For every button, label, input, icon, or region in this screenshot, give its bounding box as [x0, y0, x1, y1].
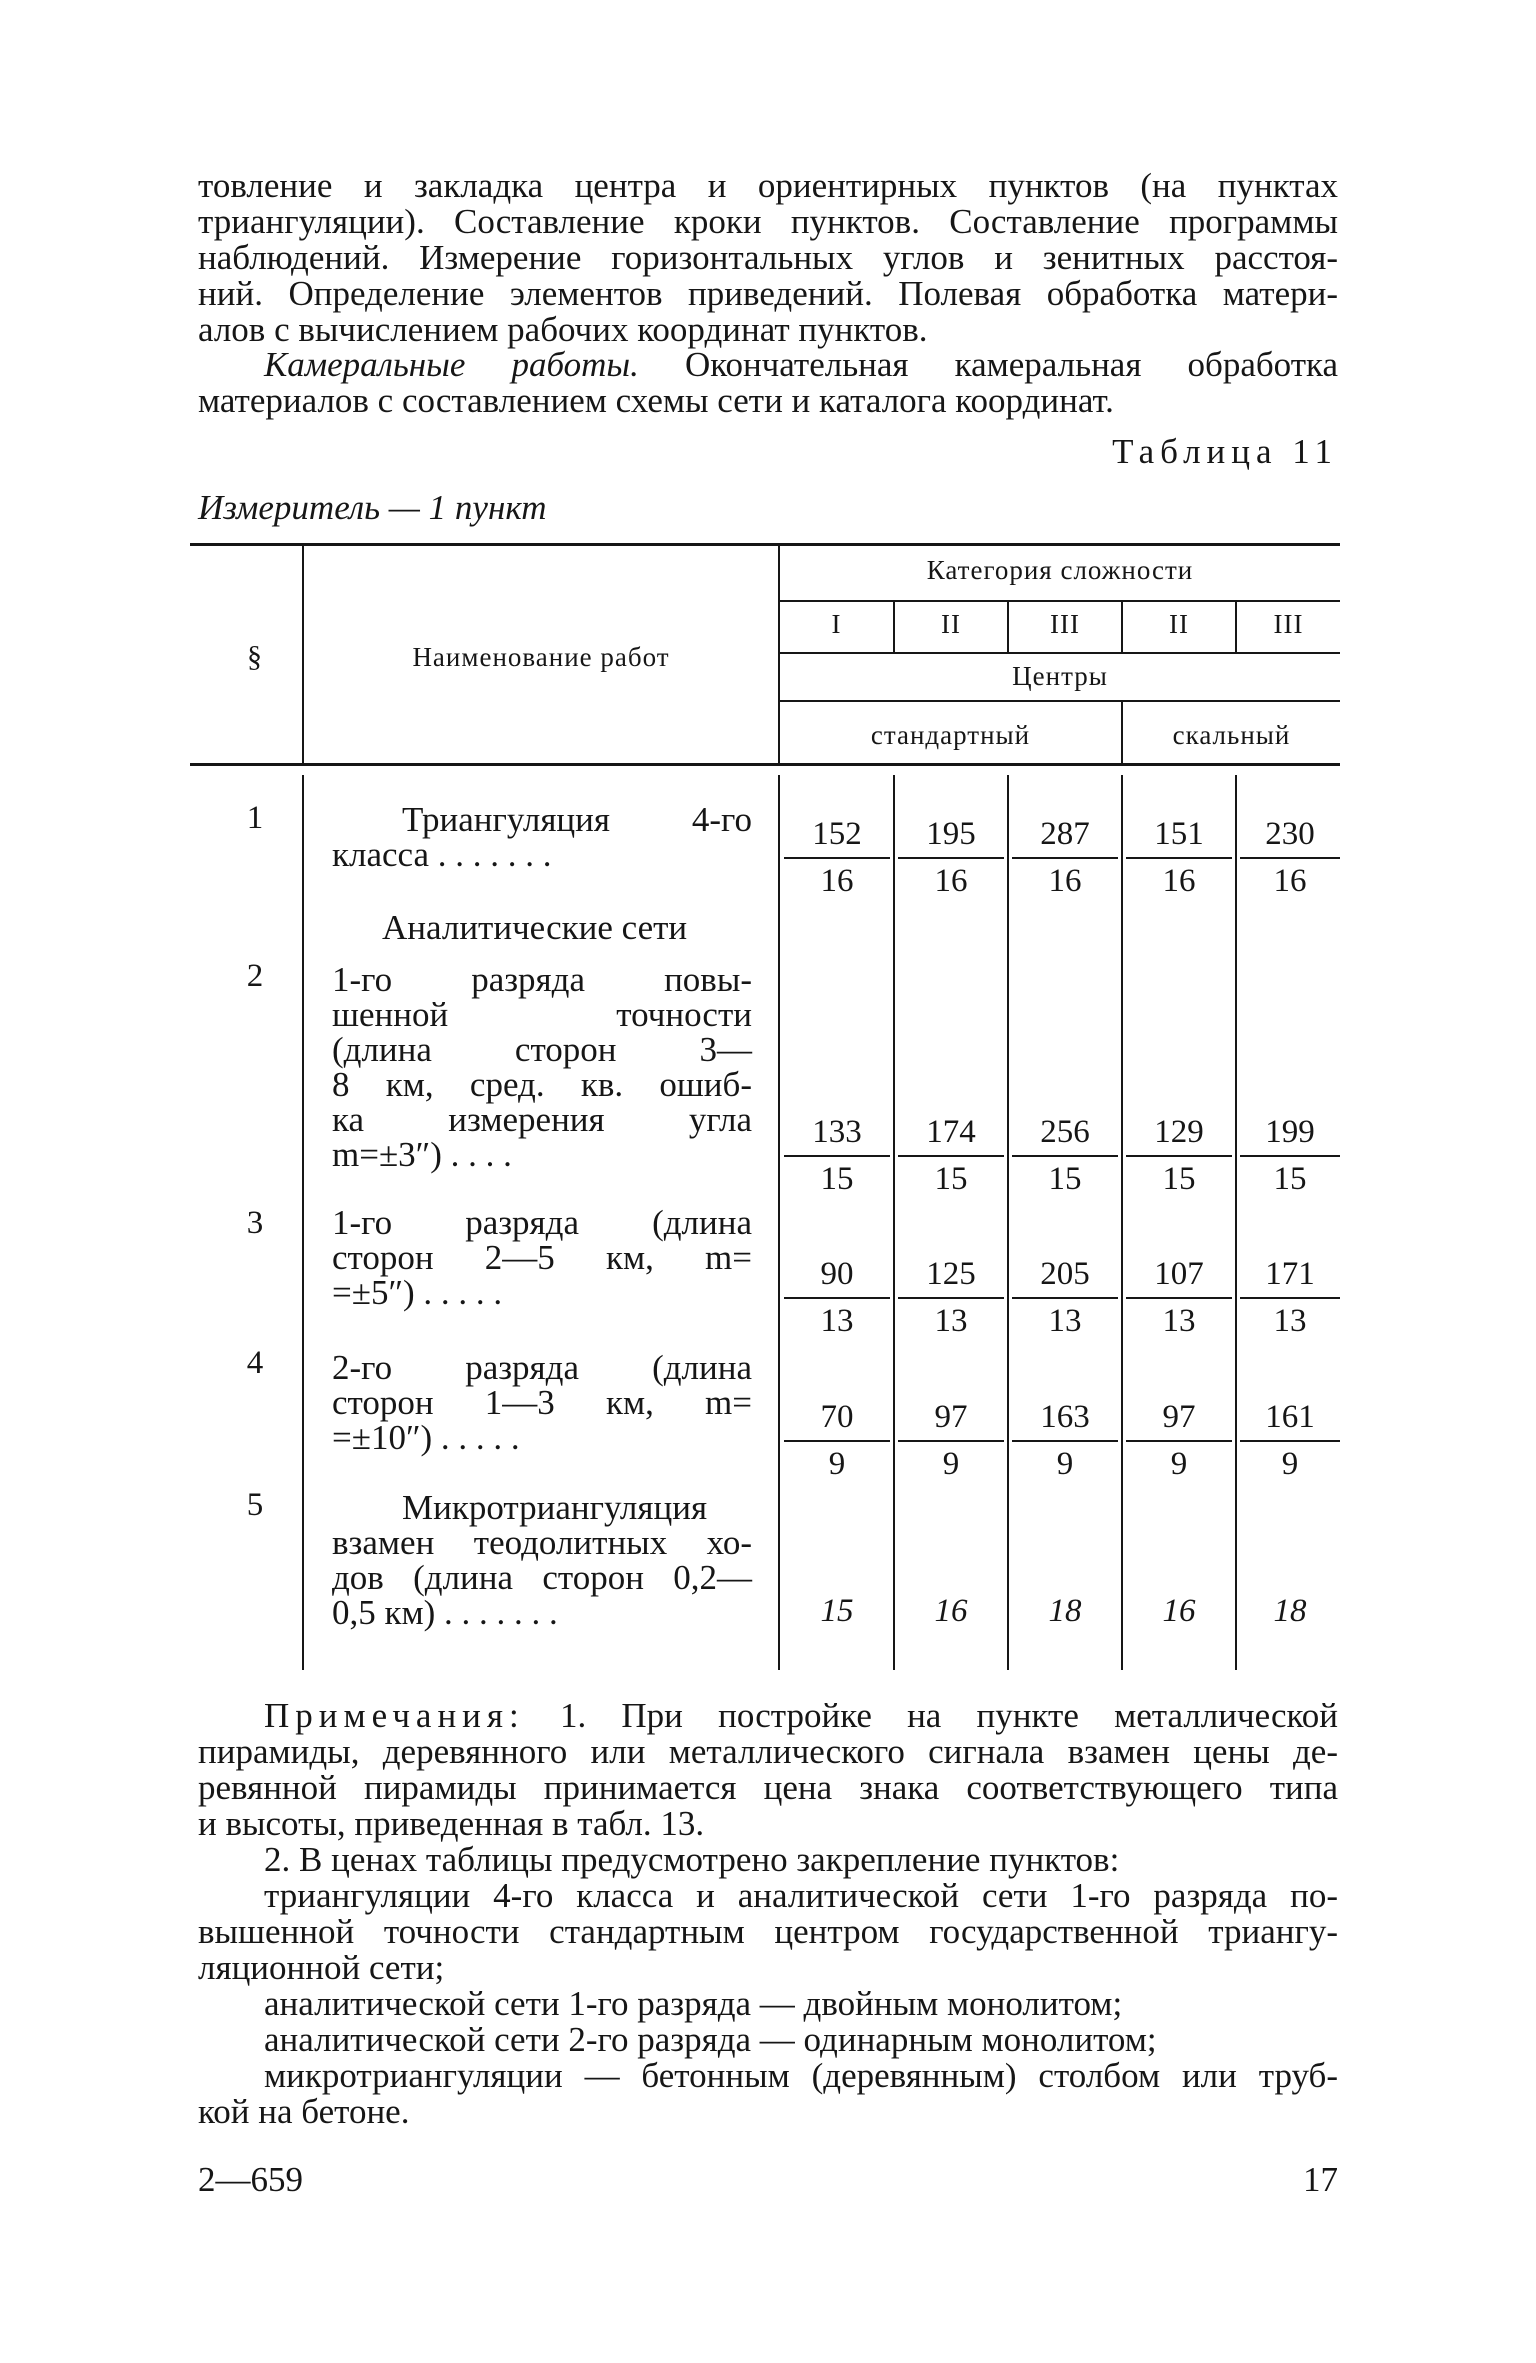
- notes: [198, 1698, 1338, 2130]
- office-work-paragraph: [198, 347, 1338, 419]
- category-label: III: [1273, 609, 1304, 639]
- row-value: 16: [934, 1593, 968, 1629]
- row-name-line: =±10″) . . . . .: [332, 1418, 520, 1457]
- notes-line: микротриангуляции — бетонным (деревянным) столбом или труб-: [264, 2056, 1338, 2095]
- value-fraction: 195 16: [898, 812, 1004, 904]
- office-work-text: Окончательная камеральная обработка: [684, 345, 1338, 384]
- row-name-line: 2-го разряда (длина: [332, 1348, 752, 1387]
- notes-line: аналитической сети 2-го разряда — одинарным монолитом;: [264, 2020, 1157, 2059]
- row-subheader: Аналитические сети: [382, 908, 688, 947]
- row-name-line: m=±3″) . . . .: [332, 1135, 512, 1174]
- row-name-line: 0,5 км) . . . . . . .: [332, 1593, 558, 1632]
- row-name-line: класса . . . . . . .: [332, 835, 552, 874]
- row-name: [332, 1350, 752, 1455]
- measure-unit: Измеритель — 1 пункт: [198, 488, 547, 527]
- table-vertical-rule: [1235, 775, 1237, 1670]
- row-name-line: дов (длина сторон 0,2—: [332, 1558, 752, 1597]
- notes-line: триангуляции 4-го класса и аналитической сети 1-го разряда по-: [264, 1876, 1338, 1915]
- value-fraction: 163 9: [1012, 1395, 1118, 1487]
- section-column-header: §: [247, 640, 263, 673]
- center-rock-header: скальный: [1172, 720, 1291, 750]
- category-label: II: [1169, 609, 1189, 639]
- table-vertical-rule: [778, 775, 780, 1670]
- row-name-line: 8 км, сред. кв. ошиб-: [332, 1065, 752, 1104]
- notes-text: 1. При постройке на пункте металлической: [559, 1696, 1338, 1735]
- value-fraction: 199 15: [1240, 1110, 1340, 1202]
- value-fraction: 151 16: [1126, 812, 1232, 904]
- row-name: [332, 1205, 752, 1310]
- header-bottom-rule: [190, 763, 1340, 766]
- row-value: 16: [1162, 1593, 1196, 1629]
- row-number: 3: [246, 1205, 264, 1241]
- row-name-line: шенной точности: [332, 995, 752, 1034]
- value-fraction: 171 13: [1240, 1252, 1340, 1344]
- table-vertical-rule: [302, 775, 304, 1670]
- center-type-rule: [778, 700, 1340, 702]
- centers-header: Центры: [1012, 661, 1108, 691]
- name-column-header: Наименование работ: [412, 642, 670, 672]
- value-fraction: 97 9: [898, 1395, 1004, 1487]
- row-number: 2: [246, 958, 264, 994]
- notes-line: вышенной точности стандартным центром государственной триангу-: [198, 1912, 1338, 1951]
- value-fraction: 205 13: [1012, 1252, 1118, 1344]
- value-fraction: 230 16: [1240, 812, 1340, 904]
- page-number: 17: [1303, 2160, 1338, 2199]
- table-caption: Таблица 11: [1112, 432, 1338, 471]
- centers-rule: [778, 652, 1340, 654]
- notes-line: ревянной пирамиды принимается цена знака соответствующего типа: [198, 1768, 1338, 1807]
- notes-line: 2. В ценах таблицы предусмотрено закрепление пунктов:: [264, 1840, 1120, 1879]
- value-fraction: 152 16: [784, 812, 890, 904]
- row-name-line: сторон 1—3 км, m=: [332, 1383, 752, 1422]
- row-name-line: Микротриангуляция: [402, 1488, 708, 1527]
- row-name: [332, 1490, 752, 1630]
- notes-line: [198, 1698, 1338, 1734]
- intro-line: триангуляции). Составление кроки пунктов. Составление программы: [198, 202, 1338, 241]
- value-fraction: 174 15: [898, 1110, 1004, 1202]
- row-name-line: 1-го разряда повы-: [332, 960, 752, 999]
- office-work-title: Камеральные работы.: [264, 345, 639, 384]
- intro-line: ний. Определение элементов приведений. Полевая обработка матери-: [198, 274, 1338, 313]
- row-name-line: ка измерения угла: [332, 1100, 752, 1139]
- category-label: II: [941, 609, 961, 639]
- table-top-rule: [190, 543, 1340, 546]
- footer-code: 2—659: [198, 2160, 303, 2199]
- intro-line: товление и закладка центра и ориентирных пунктов (на пунктах: [198, 166, 1338, 205]
- table-vertical-rule: [1007, 775, 1009, 1670]
- row-name-line: 1-го разряда (длина: [332, 1203, 752, 1242]
- row-number: 1: [246, 800, 264, 836]
- row-name: [332, 962, 752, 1172]
- category-rule: [778, 600, 1340, 602]
- center-standard-header: стандартный: [870, 720, 1031, 750]
- row-name-line: Триангуляция 4-го: [402, 800, 752, 839]
- category-label: I: [831, 609, 842, 639]
- notes-line: ляционной сети;: [198, 1948, 445, 1987]
- row-number: 5: [246, 1487, 264, 1523]
- row-name-line: (длина сторон 3—: [332, 1030, 752, 1069]
- row-name-line: взамен теодолитных хо-: [332, 1523, 752, 1562]
- intro-line: алов с вычислением рабочих координат пунктов.: [198, 310, 928, 349]
- office-work-line: материалов с составлением схемы сети и каталога координат.: [198, 381, 1114, 420]
- category-label: III: [1050, 609, 1080, 639]
- intro-line: наблюдений. Измерение горизонтальных углов и зенитных расстоя-: [198, 238, 1338, 277]
- value-fraction: 161 9: [1240, 1395, 1340, 1487]
- table-vertical-rule: [893, 775, 895, 1670]
- row-name: [332, 802, 752, 837]
- row-value: 18: [1048, 1593, 1082, 1629]
- row-value: 15: [820, 1593, 854, 1629]
- table-vertical-rule: [1121, 775, 1123, 1670]
- value-fraction: 70 9: [784, 1395, 890, 1487]
- row-name-line: =±5″) . . . . .: [332, 1273, 503, 1312]
- notes-line: пирамиды, деревянного или металлического сигнала взамен цены де-: [198, 1732, 1338, 1771]
- intro-paragraph: [198, 168, 1338, 348]
- notes-line: кой на бетоне.: [198, 2092, 410, 2131]
- value-fraction: 133 15: [784, 1110, 890, 1202]
- office-work-line: [198, 347, 1338, 383]
- value-fraction: 107 13: [1126, 1252, 1232, 1344]
- value-fraction: 125 13: [898, 1252, 1004, 1344]
- notes-line: аналитической сети 1-го разряда — двойным монолитом;: [264, 1984, 1123, 2023]
- complexity-header: Категория сложности: [926, 555, 1194, 585]
- value-fraction: 97 9: [1126, 1395, 1232, 1487]
- row-name-line: сторон 2—5 км, m=: [332, 1238, 752, 1277]
- row-name: [332, 837, 752, 872]
- value-fraction: 287 16: [1012, 812, 1118, 904]
- row-number: 4: [246, 1345, 264, 1381]
- value-fraction: 256 15: [1012, 1110, 1118, 1202]
- notes-label: Примечания:: [264, 1696, 525, 1735]
- value-fraction: 129 15: [1126, 1110, 1232, 1202]
- row-value: 18: [1273, 1593, 1307, 1629]
- value-fraction: 90 13: [784, 1252, 890, 1344]
- notes-line: и высоты, приведенная в табл. 13.: [198, 1804, 705, 1843]
